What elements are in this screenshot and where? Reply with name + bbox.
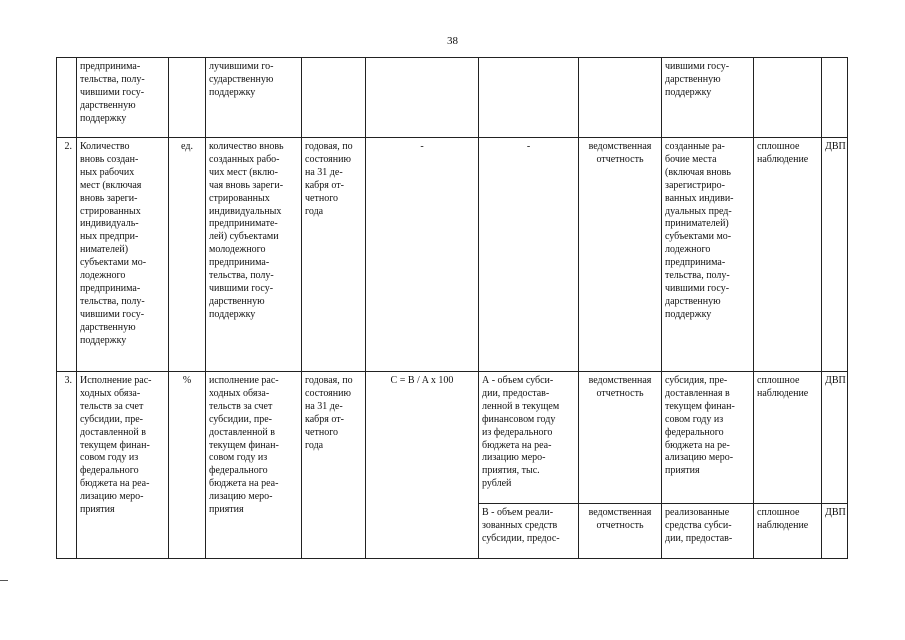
basic-indicators: В - объем реали- зованных средств субсидии, предос- (479, 504, 579, 559)
observation-object: созданные ра- бочие места (включая вновь зарегистриро- ванных индиви- дуальных пред- принимателей) субъектами мо- лодежного предпринима- тельства, полу- чившими госу- дарственную поддержку (662, 138, 754, 372)
responsible: ДВП (822, 372, 848, 504)
row-number: 3. (57, 372, 77, 559)
basic-indicators (479, 58, 579, 138)
observation-object: чившими госу- дарственную поддержку (662, 58, 754, 138)
coverage: сплошное наблюдение (754, 504, 822, 559)
unit (169, 58, 206, 138)
coverage (754, 58, 822, 138)
responsible (822, 58, 848, 138)
page-number: 38 (447, 35, 458, 47)
formula (366, 58, 479, 138)
indicator-name: предпринима- тельства, полу- чившими госу- дарственную поддержку (77, 58, 169, 138)
coverage: сплошное наблюдение (754, 372, 822, 504)
basic-indicators: А - объем субси- дии, предостав- ленной в текущем финансовом году из федерального бюджета на реа- лизацию меро- приятия, тыс. рублей (479, 372, 579, 504)
coverage: сплошное наблюдение (754, 138, 822, 372)
table-row (57, 372, 848, 504)
formula: C = B / A x 100 (366, 372, 479, 559)
row-number: 2. (57, 138, 77, 372)
responsible: ДВП (822, 138, 848, 372)
margin-mark (0, 580, 8, 581)
collection-method: ведомственная отчетность (579, 504, 662, 559)
collection-method: ведомственная отчетность (579, 372, 662, 504)
indicator-definition: лучившими го- сударственную поддержку (206, 58, 302, 138)
table-row (57, 58, 848, 138)
table-row (57, 138, 848, 372)
indicator-name: Исполнение рас- ходных обяза- тельств за счет субсидии, пре- доставленной в текущем финан- совом году из федерального бюджета на реа- лизацию меро- приятия (77, 372, 169, 559)
formula: - (366, 138, 479, 372)
unit: % (169, 372, 206, 559)
indicator-definition: исполнение рас- ходных обяза- тельств за счет субсидии, пре- доставленной в текущем финан- совом году из федерального бюджета на реа- лизацию меро- приятия (206, 372, 302, 559)
periodicity: годовая, по состоянию на 31 де- кабря от- четного года (302, 138, 366, 372)
indicators-table (56, 57, 848, 559)
observation-object: субсидия, пре- доставленная в текущем финан- совом году из федерального бюджета на ре- ализацию меро- приятия (662, 372, 754, 504)
unit: ед. (169, 138, 206, 372)
indicator-name: Количество вновь создан- ных рабочих мест (включая вновь зареги- стрированных индивидуаль- ных предпри- нимателей) субъектами мо- лодежного предпринима- тельства, полу- чившими госу- дарственную поддержку (77, 138, 169, 372)
row-number (57, 58, 77, 138)
collection-method (579, 58, 662, 138)
basic-indicators: - (479, 138, 579, 372)
periodicity (302, 58, 366, 138)
collection-method: ведомственная отчетность (579, 138, 662, 372)
periodicity: годовая, по состоянию на 31 де- кабря от- четного года (302, 372, 366, 559)
responsible: ДВП (822, 504, 848, 559)
observation-object: реализованные средства субси- дии, предостав- (662, 504, 754, 559)
indicator-definition: количество вновь созданных рабо- чих мест (вклю- чая вновь зареги- стрированных индивидуальных предпринимате- лей) субъектами молодежного предпринима- тельства, полу- чившими госу- дарственную поддержку (206, 138, 302, 372)
